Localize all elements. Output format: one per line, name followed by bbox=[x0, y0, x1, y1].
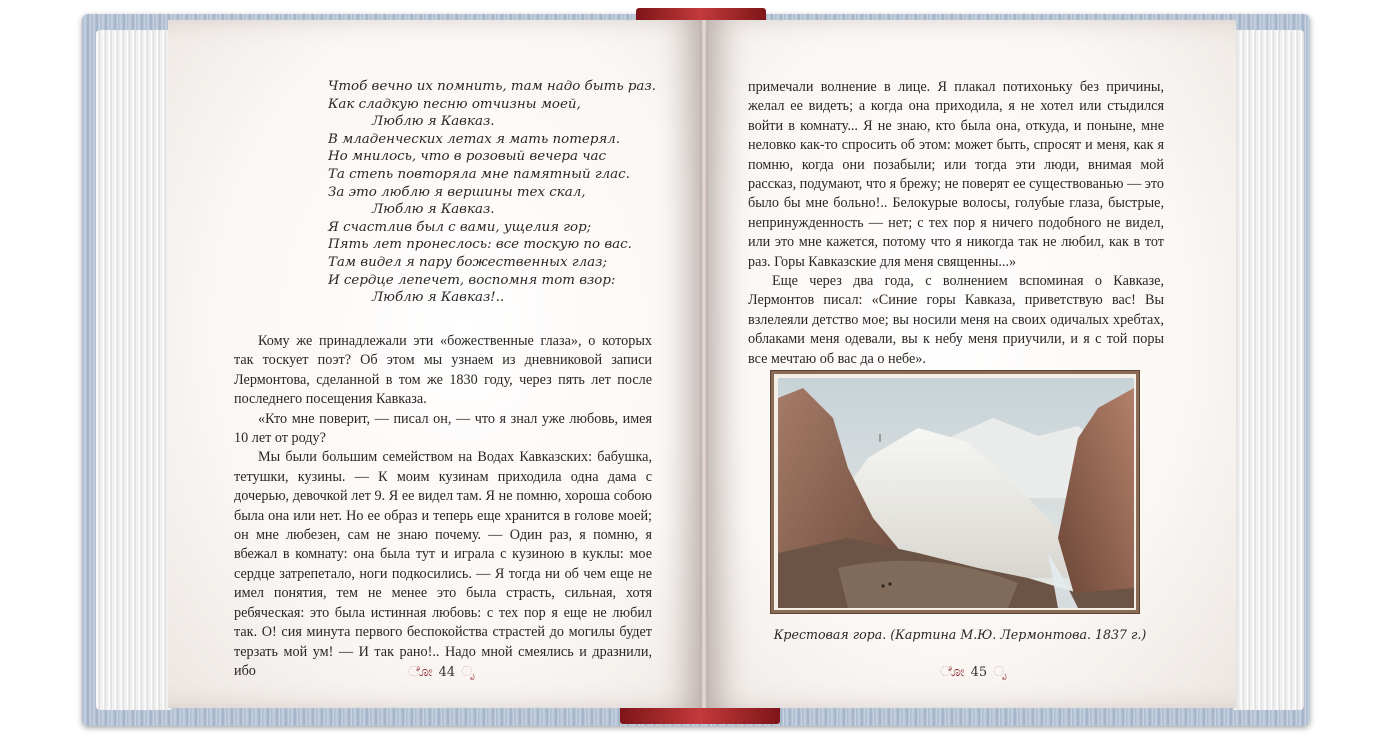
page-number-45: 45 bbox=[970, 664, 988, 680]
page-number-left bbox=[408, 664, 475, 680]
poem-line: Пять лет пронеслось: все тоскую по вас. bbox=[328, 237, 632, 253]
poem-line: В младенческих летах я мать потерял. bbox=[328, 131, 621, 147]
painting-caption: Крестовая гора. (Картина М.Ю. Лермонтова. 1837 г.) bbox=[773, 627, 1147, 642]
left-page-text bbox=[234, 332, 652, 681]
page-number-right bbox=[940, 664, 1007, 680]
paragraph: «Кто мне поверит, — писал он, — что я знал уже любовь, имея 10 лет от роду? bbox=[234, 410, 652, 447]
poem-line: Как сладкую песню отчизны моей, bbox=[328, 96, 581, 112]
page-number-44: 44 bbox=[438, 664, 456, 680]
paragraph: Еще через два года, с волнением вспоминая о Кавказе, Лермонтов писал: «Синие горы Кавказа, приветствую вас! Вы взлелеяли детство мое; вы носили меня на своих одичалых хребтах, облаками меня одевали, вы к небу меня приучили, и я с той поры все мечтаю об вас да о небе». bbox=[748, 273, 1164, 367]
page-edges-right bbox=[1234, 30, 1304, 710]
poem-line: Та степь повторяла мне памятный глас. bbox=[328, 166, 630, 182]
page-edges-left bbox=[96, 30, 172, 710]
paragraph: Кому же принадлежали эти «божественные глаза», о которых так тоскует поэт? Об этом мы узнаем из дневниковой записи Лермонтова, сделанной в том же 1830 году, через пять лет после последнего посещения Кавказа. bbox=[234, 333, 652, 408]
paragraph: Мы были большим семейством на Водах Кавказских: бабушка, тетушки, кузины. — К моим кузинам приходила одна дама с дочерью, девочкой лет 9. Я ее видел там. Я не помню, хороша собою была она или нет. Но ее образ и теперь еще хранится в голове моей; он мне любезен, сам не знаю почему. — Один раз, я помню, я вбежал в комнату: она была тут и играла с кузиною в куклы: мое сердце затрепетало, ноги подкосились. — Я тогда ни об чем еще не имел понятия, тем не менее это была страсть, сильная, хотя ребяческая: это была истинная любовь: с тех пор я еще не любил так. О! сия минута первого беспокойства страстей до могилы будет терзать мой ум! — И так рано!.. Надо мной смеялись и дразнили, ибо bbox=[234, 449, 652, 679]
painting-krestovaya-gora bbox=[778, 378, 1134, 608]
ornament-swirl-icon: ೋ bbox=[940, 664, 965, 680]
poem-refrain-line: Люблю я Кавказ. bbox=[372, 202, 495, 218]
poem-line: За это люблю я вершины тех скал, bbox=[328, 184, 586, 200]
ornament-swirl-icon: ೋ bbox=[408, 664, 433, 680]
poem-line: Чтоб вечно их помнить, там надо быть раз. bbox=[328, 79, 656, 94]
ornament-swirl-icon: ೃ bbox=[461, 664, 475, 680]
right-page-text bbox=[748, 78, 1164, 369]
painting-frame bbox=[770, 370, 1140, 614]
poem-refrain-line: Люблю я Кавказ. bbox=[372, 114, 495, 130]
poem-refrain-line: Люблю я Кавказ!.. bbox=[372, 290, 505, 306]
poem-line: Я счастлив был с вами, ущелия гор; bbox=[328, 219, 592, 235]
poem-line: Там видел я пару божественных глаз; bbox=[328, 254, 607, 270]
poem-line: И сердце лепечет, воспомня тот взор: bbox=[328, 272, 616, 288]
book-gutter bbox=[700, 20, 708, 708]
poem-line: Но мнилось, что в розовый вечера час bbox=[328, 149, 607, 165]
poem-stanzas bbox=[328, 78, 658, 307]
paragraph: примечали волнение в лице. Я плакал потихоньку без причины, желал ее видеть; а когда она приходила, я не хотел или стыдился войти в комнату... Я не знаю, кто была она, откуда, и поныне, мне неловко как-то спросить об этом: может быть, спросят и меня, как я помню, когда они позабыли; или тогда эти люди, внимая мой рассказ, подумают, что я брежу; не поверят ее существованью — это было бы мне больно!.. Белокурые волосы, голубые глаза, быстрые, непринужденность — нет; с тех пор я ничего подобного не видел, или это мне кажется, потому что я никогда так не любил, как в тот раз. Горы Кавказские для меня священны...» bbox=[748, 79, 1165, 270]
ornament-swirl-icon: ೃ bbox=[993, 664, 1007, 680]
